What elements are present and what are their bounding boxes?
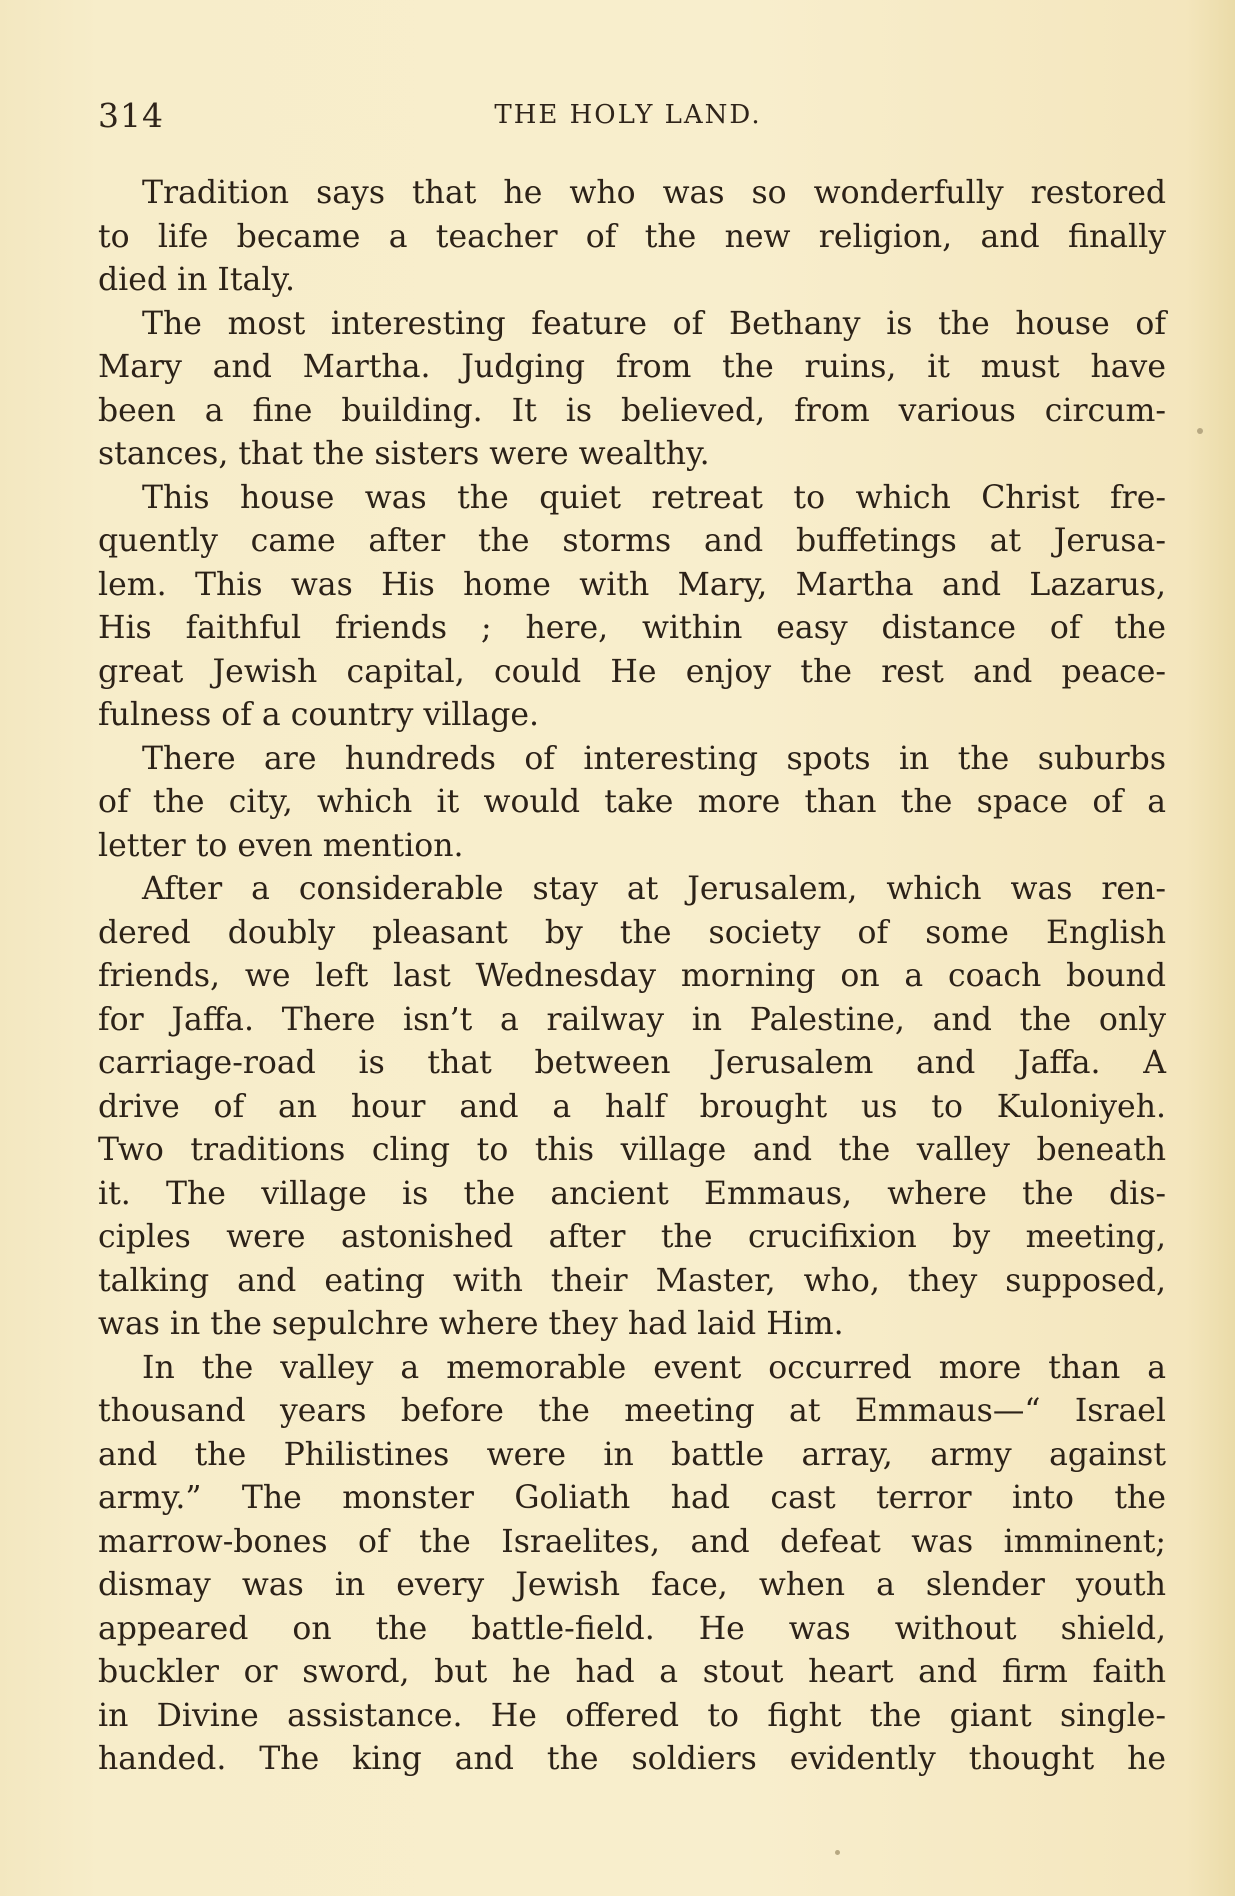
text-line: Mary and Martha. Judging from the ruins, it must have (98, 349, 1166, 385)
text-line: carriage-road is that between Jerusalem and Jaffa. A (98, 1045, 1166, 1081)
text-line: for Jaffa. There isn’t a railway in Palestine, and the only (98, 1001, 1166, 1038)
text-line: quently came after the storms and buffetings at Jerusa- (98, 523, 1166, 559)
text-line: army.” The monster Goliath had cast terror into the (98, 1480, 1166, 1516)
text-line: died in Italy. (98, 262, 296, 298)
text-line: dered doubly pleasant by the society of some English (98, 914, 1166, 951)
text-line: stances, that the sisters were wealthy. (98, 436, 710, 472)
text-line: The most interesting feature of Bethany is the house of (142, 305, 1166, 342)
body-text (98, 172, 1166, 1782)
running-head (98, 96, 1158, 136)
text-line: buckler or sword, but he had a stout heart and firm faith (98, 1654, 1166, 1690)
text-line: in Divine assistance. He offered to fight the giant single- (98, 1697, 1166, 1734)
text-line: to life became a teacher of the new religion, and finally (98, 218, 1166, 255)
text-line: been a fine building. It is believed, from various circum- (98, 392, 1166, 429)
text-line: After a considerable stay at Jerusalem, which was ren- (142, 871, 1166, 907)
running-title: THE HOLY LAND. (494, 100, 762, 130)
page-number: 314 (98, 96, 164, 135)
text-line: and the Philistines were in battle array, army against (98, 1436, 1166, 1473)
text-line: In the valley a memorable event occurred more than a (142, 1349, 1166, 1386)
text-line: dismay was in every Jewish face, when a slender youth (98, 1567, 1166, 1603)
text-line: friends, we left last Wednesday morning on a coach bound (98, 958, 1166, 994)
text-line: great Jewish capital, could He enjoy the rest and peace- (98, 653, 1166, 690)
text-line: This house was the quiet retreat to which Christ fre- (142, 479, 1166, 516)
text-line: His faithful friends ; here, within easy distance of the (98, 610, 1166, 646)
text-line: marrow-bones of the Israelites, and defeat was imminent; (98, 1523, 1166, 1560)
text-line: letter to even mention. (98, 827, 464, 864)
paper-speck (835, 1850, 840, 1855)
text-line: thousand years before the meeting at Emmaus—“ Israel (98, 1393, 1166, 1429)
text-line: it. The village is the ancient Emmaus, where the dis- (98, 1175, 1166, 1212)
text-line: talking and eating with their Master, who, they supposed, (98, 1262, 1166, 1299)
text-line: ciples were astonished after the crucifixion by meeting, (98, 1219, 1166, 1255)
text-line: Two traditions cling to this village and the valley beneath (98, 1132, 1166, 1168)
text-line: drive of an hour and a half brought us to Kuloniyeh. (98, 1088, 1166, 1125)
text-line: lem. This was His home with Mary, Martha and Lazarus, (98, 566, 1166, 603)
text-line: fulness of a country village. (98, 697, 540, 733)
text-line: There are hundreds of interesting spots in the suburbs (142, 740, 1166, 777)
text-line: Tradition says that he who was so wonderfully restored (142, 175, 1166, 211)
text-line: appeared on the battle-field. He was without shield, (98, 1610, 1166, 1647)
paper-speck (1197, 428, 1203, 434)
text-line: was in the sepulchre where they had laid Him. (98, 1306, 844, 1342)
text-line: handed. The king and the soldiers evidently thought he (98, 1741, 1166, 1777)
text-line: of the city, which it would take more than the space of a (98, 784, 1166, 820)
